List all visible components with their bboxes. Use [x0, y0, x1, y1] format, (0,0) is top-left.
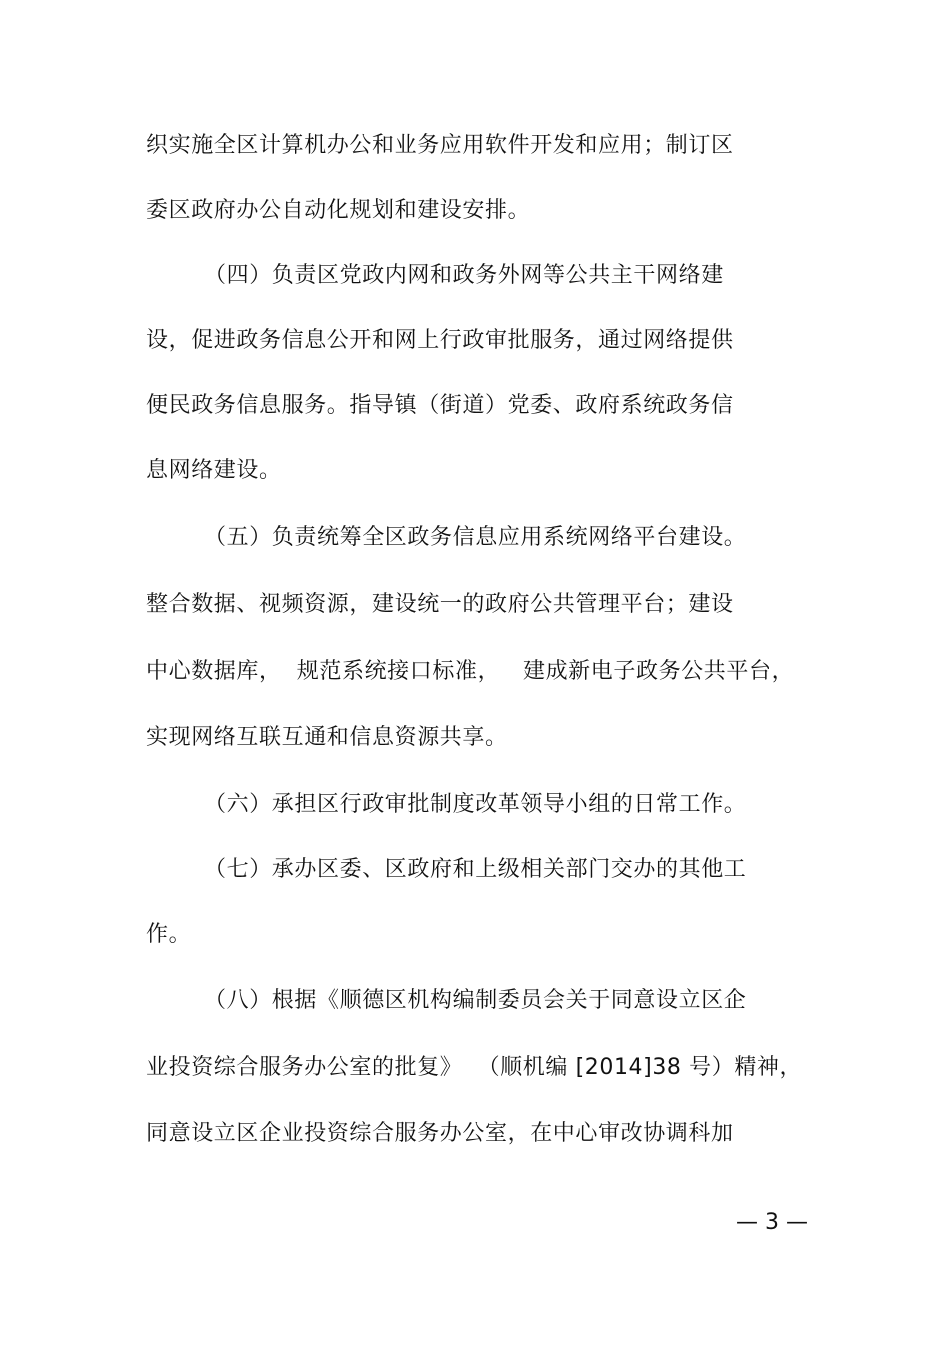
- text-line-4: 设，促进政务信息公开和网上行政审批服务，通过网络提供: [146, 328, 734, 353]
- text-line-13: 作。: [146, 922, 192, 947]
- paragraph-4-start: （四）负责区党政内网和政务外网等公共主干网络建: [204, 263, 724, 288]
- text-line-5: 便民政务信息服务。指导镇（街道）党委、政府系统政务信: [146, 393, 734, 418]
- text-line-9: 中心数据库， 规范系统接口标准， 建成新电子政务公共平台，: [146, 659, 795, 684]
- text-line-15: 业投资综合服务办公室的批复》 （顺机编 [2014]38 号）精神，: [146, 1055, 803, 1080]
- text-line-1: 织实施全区计算机办公和业务应用软件开发和应用；制订区: [146, 133, 734, 158]
- paragraph-7-start: （七）承办区委、区政府和上级相关部门交办的其他工: [204, 857, 747, 882]
- text-line-8: 整合数据、视频资源，建设统一的政府公共管理平台；建设: [146, 592, 734, 617]
- text-line-10: 实现网络互联互通和信息资源共享。: [146, 725, 508, 750]
- text-line-2: 委区政府办公自动化规划和建设安排。: [146, 198, 531, 223]
- paragraph-5-start: （五）负责统筹全区政务信息应用系统网络平台建设。: [204, 525, 747, 550]
- text-line-16: 同意设立区企业投资综合服务办公室，在中心审改协调科加: [146, 1121, 734, 1146]
- page-number: — 3 —: [736, 1210, 808, 1235]
- paragraph-6-start: （六）承担区行政审批制度改革领导小组的日常工作。: [204, 792, 747, 817]
- text-line-6: 息网络建设。: [146, 458, 282, 483]
- paragraph-8-start: （八）根据《顺德区机构编制委员会关于同意设立区企: [204, 988, 747, 1013]
